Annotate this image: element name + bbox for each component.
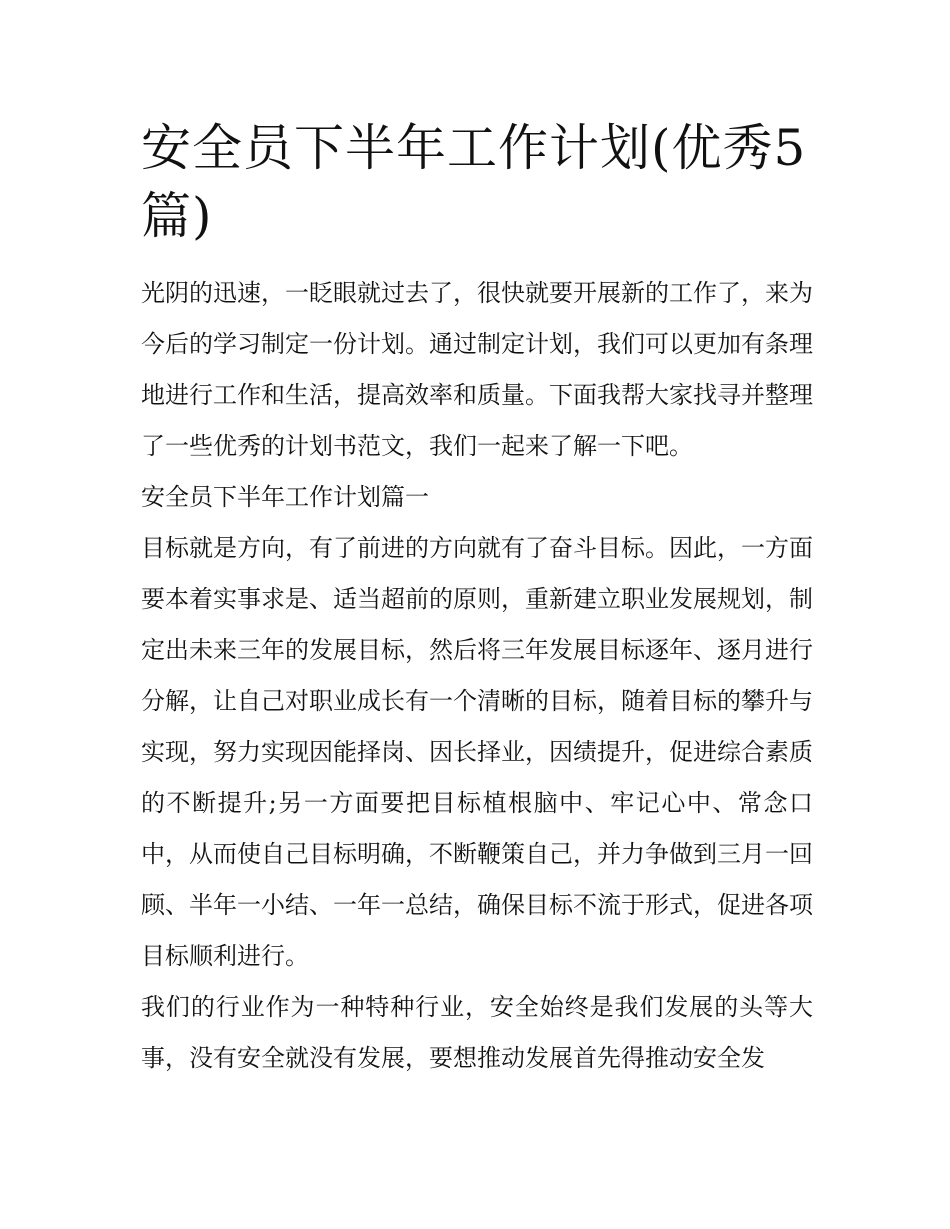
document-body bbox=[141, 268, 813, 1084]
intro-paragraph: 光阴的迅速，一眨眼就过去了，很快就要开展新的工作了，来为今后的学习制定一份计划。通过制定计划，我们可以更加有条理地进行工作和生活，提高效率和质量。下面我帮大家找寻并整理了一些优秀的计划书范文，我们一起来了解一下吧。 bbox=[141, 279, 813, 460]
document-content bbox=[141, 114, 813, 1084]
document-title: 安全员下半年工作计划(优秀5篇) bbox=[141, 119, 807, 245]
body-paragraph-1: 目标就是方向，有了前进的方向就有了奋斗目标。因此，一方面要本着实事求是、适当超前的原则，重新建立职业发展规划，制定出未来三年的发展目标，然后将三年发展目标逐年、逐月进行分解，让自己对职业成长有一个清晰的目标，随着目标的攀升与实现，努力实现因能择岗、因长择业，因绩提升，促进综合素质的不断提升;另一方面要把目标植根脑中、牢记心中、常念口中，从而使自己目标明确，不断鞭策自己，并力争做到三月一回顾、半年一小结、一年一总结，确保目标不流于形式，促进各项目标顺利进行。 bbox=[141, 534, 813, 970]
section-heading: 安全员下半年工作计划篇一 bbox=[141, 483, 429, 511]
body-paragraph-2: 我们的行业作为一种特种行业，安全始终是我们发展的头等大事，没有安全就没有发展，要想推动发展首先得推动安全发 bbox=[141, 993, 813, 1072]
